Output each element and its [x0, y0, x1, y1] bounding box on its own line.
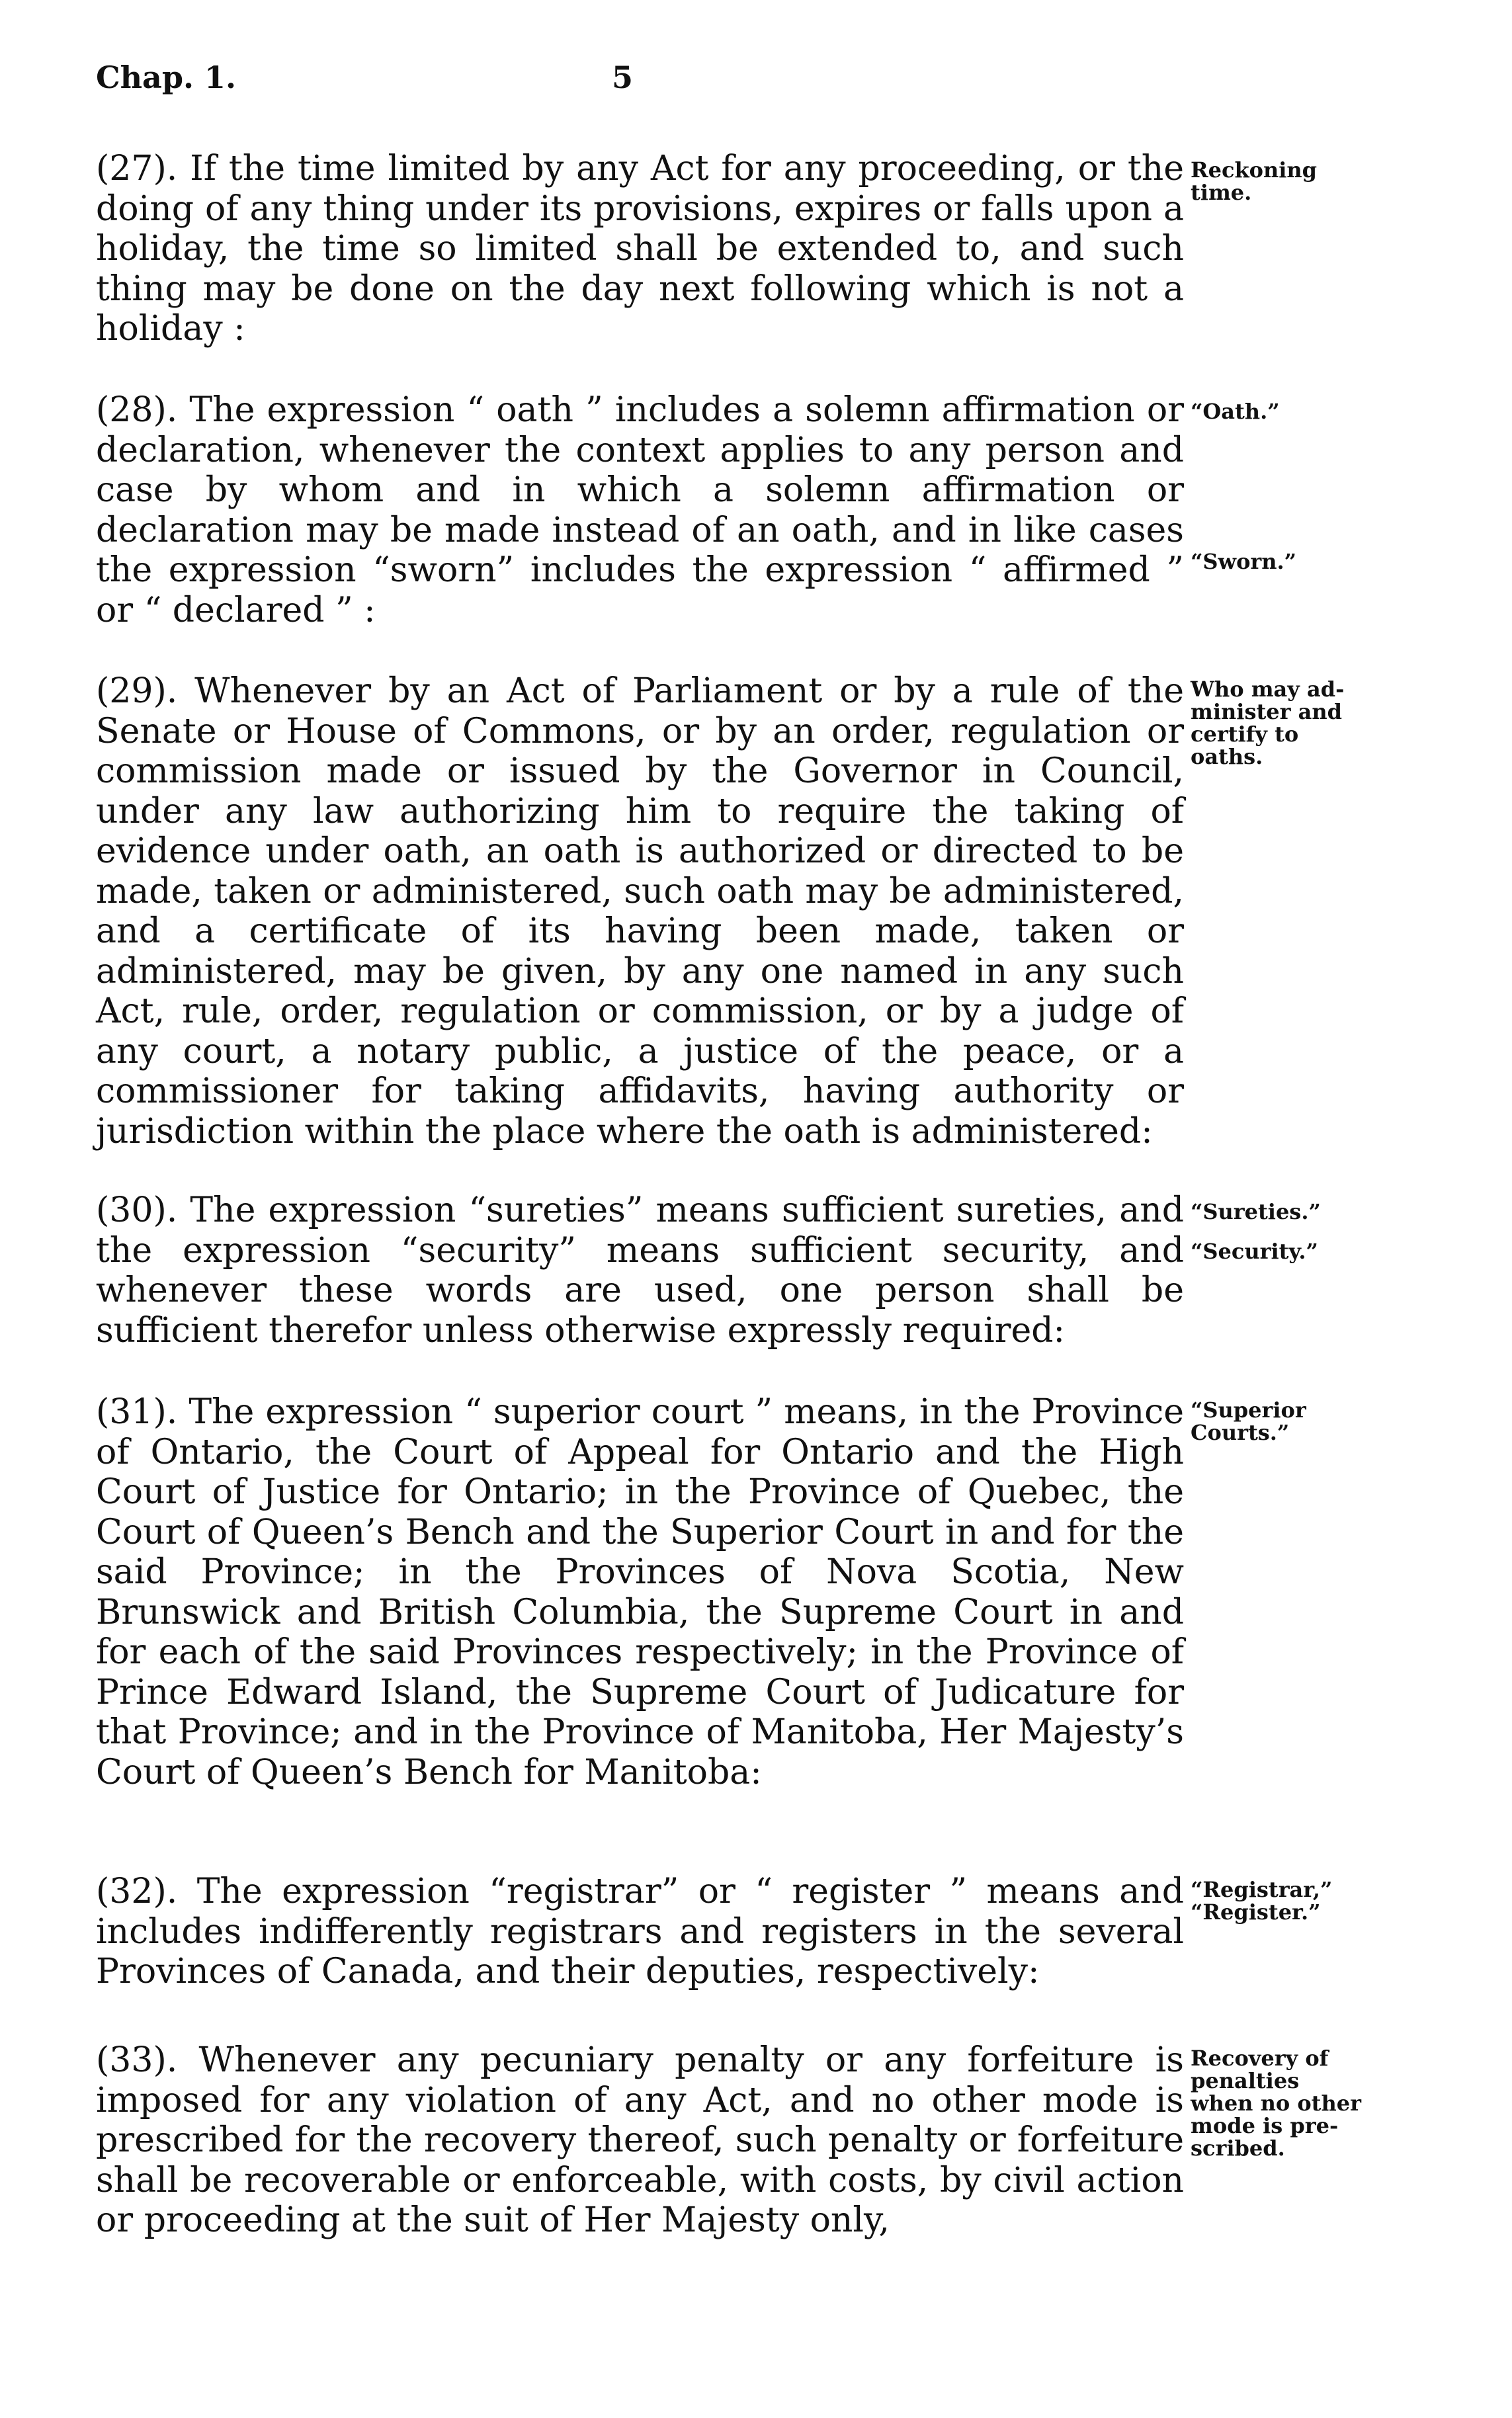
- margin-note-line: “Oath.”: [1191, 399, 1280, 424]
- margin-note-line: “Sureties.”: [1191, 1199, 1321, 1224]
- margin-note-line: minister and: [1191, 699, 1342, 724]
- margin-note-line: Courts.”: [1191, 1420, 1290, 1445]
- margin-note-line: Recovery of: [1191, 2046, 1329, 2071]
- margin-note-line: when no other: [1191, 2091, 1361, 2116]
- section-29: (29). Whenever by an Act of Parliament or by a rule of the Senate or House of Commons, or by an order, regulation or commission made or issued by the Governor in Council, under any law authorizing him to require the taking of evidence under oath, an oath is authorized or directed to be made, taken or administered, such oath may be administered, and a certificate of its having been made, taken or administered, may be given, by any one named in any such Act, rule, order, regulation or commission, or by a judge of any court, a notary public, a justice of the peace, or a commissioner for taking affidavits, having authority or jurisdiction within the place where the oath is administered:: [96, 671, 1184, 1151]
- margin-note-line: scribed.: [1191, 2136, 1285, 2161]
- margin-note-reckoning-time: [1191, 159, 1389, 204]
- margin-note-line: mode is pre-: [1191, 2113, 1339, 2138]
- margin-note-line: “Security.”: [1191, 1239, 1318, 1264]
- margin-note-oath: [1191, 400, 1389, 423]
- margin-note-line: “Register.”: [1191, 1899, 1321, 1925]
- margin-note-recovery-of-penalties: [1191, 2047, 1389, 2159]
- margin-note-line: oaths.: [1191, 744, 1263, 769]
- margin-note-line: penalties: [1191, 2068, 1300, 2093]
- margin-note-sureties: [1191, 1200, 1389, 1223]
- section-33: (33). Whenever any pecuniary penalty or any forfeiture is imposed for any violation of any Act, and no other mode is prescribed for the recovery thereof, such penalty or forfeiture shall be recoverable or enforceable, with costs, by civil action or proceeding at the suit of Her Majesty only,: [96, 2040, 1184, 2240]
- chapter-label: Chap. 1.: [96, 60, 237, 95]
- margin-note-line: “Superior: [1191, 1397, 1306, 1423]
- margin-note-line: “Sworn.”: [1191, 549, 1297, 574]
- margin-note-line: Reckoning: [1191, 157, 1318, 183]
- page-header: [96, 60, 1174, 112]
- margin-note-security: [1191, 1240, 1389, 1263]
- margin-note-who-may-administer: [1191, 678, 1389, 768]
- margin-note-line: certify to: [1191, 722, 1299, 747]
- margin-note-line: Who may ad-: [1191, 677, 1345, 702]
- margin-note-sworn: [1191, 550, 1389, 573]
- section-30: (30). The expression “sureties” means sufficient sureties, and the expression “security” means sufficient security, and whenever these words are used, one person shall be sufficient therefor unless otherwise expressly required:: [96, 1190, 1184, 1351]
- page-number: 5: [612, 60, 634, 95]
- margin-note-registrar: [1191, 1878, 1389, 1923]
- margin-note-line: “Registrar,”: [1191, 1877, 1333, 1902]
- section-27: (27). If the time limited by any Act for any proceeding, or the doing of any thing under its provisions, expires or falls upon a holiday, the time so limited shall be extended to, and such thing may be done on the day next following which is not a holiday :: [96, 149, 1184, 349]
- margin-note-superior-courts: [1191, 1399, 1389, 1444]
- section-31: (31). The expression “ superior court ” means, in the Province of Ontario, the Court of Appeal for Ontario and the High Court of Justice for Ontario; in the Province of Quebec, the Court of Queen’s Bench and the Superior Court in and for the said Province; in the Provinces of Nova Scotia, New Brunswick and British Columbia, the Supreme Court in and for each of the said Provinces respectively; in the Province of Prince Edward Island, the Supreme Court of Judicature for that Province; and in the Province of Manitoba, Her Majesty’s Court of Queen’s Bench for Manitoba:: [96, 1392, 1184, 1792]
- section-28: (28). The expression “ oath ” includes a solemn affirmation or declaration, whenever the context applies to any person and case by whom and in which a solemn affirmation or declaration may be made instead of an oath, and in like cases the expression “sworn” includes the expression “ affirmed ” or “ declared ” :: [96, 390, 1184, 630]
- margin-note-line: time.: [1191, 180, 1252, 205]
- section-32: (32). The expression “registrar” or “ register ” means and includes indifferently registrars and registers in the several Provinces of Canada, and their deputies, respectively:: [96, 1872, 1184, 1991]
